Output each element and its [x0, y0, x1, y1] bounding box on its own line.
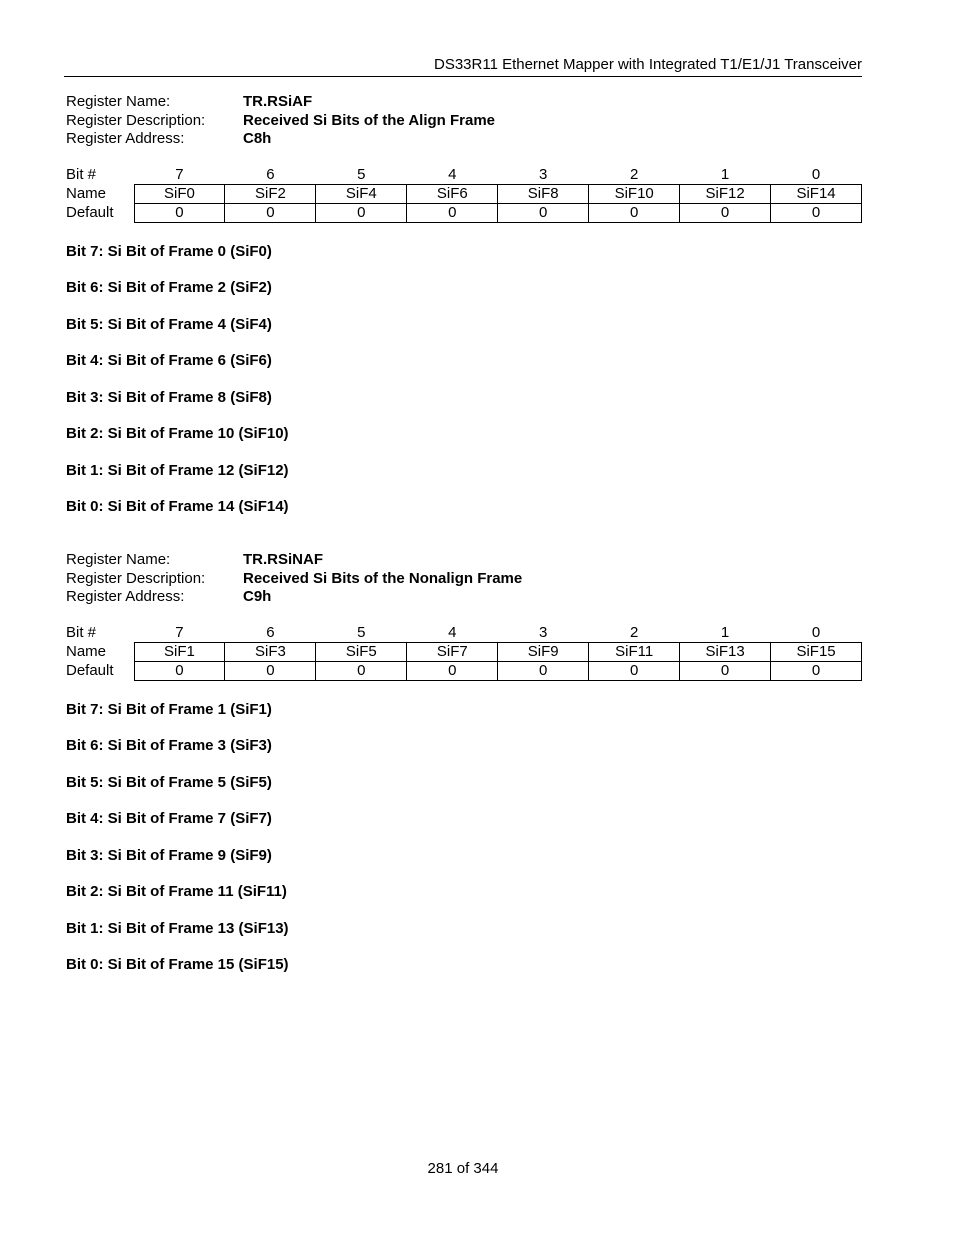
- register-description-row: [66, 112, 862, 131]
- bit-default-cell: 0: [589, 204, 680, 223]
- register-name-label: Register Name:: [66, 551, 171, 568]
- bit-default-cell: 0: [589, 662, 680, 681]
- register-info: [66, 551, 862, 607]
- register-address-value: C9h: [243, 588, 272, 605]
- page-footer: [0, 1160, 926, 1178]
- register-block-rsiaf: [66, 93, 862, 515]
- register-name-row: [66, 93, 862, 112]
- bit-name-cell: SiF14: [771, 185, 862, 204]
- bit-table: [66, 166, 862, 223]
- bit-number-row: [66, 624, 862, 643]
- bit-name-cell: SiF0: [134, 185, 225, 204]
- bit-default-cell: 0: [498, 204, 589, 223]
- bit-default-cell: 0: [407, 662, 498, 681]
- bit-description: Bit 3: Si Bit of Frame 9 (SiF9): [66, 847, 272, 864]
- register-address-value: C8h: [243, 130, 272, 147]
- bit-default-cell: 0: [680, 204, 771, 223]
- bit-name-cell: SiF10: [589, 185, 680, 204]
- register-address-label: Register Address:: [66, 130, 185, 147]
- register-name-label: Register Name:: [66, 93, 171, 110]
- bit-description: Bit 0: Si Bit of Frame 14 (SiF14): [66, 498, 289, 515]
- bit-default-cell: 0: [407, 204, 498, 223]
- bit-description: Bit 6: Si Bit of Frame 2 (SiF2): [66, 279, 272, 296]
- register-block-rsinaf: [66, 551, 862, 973]
- bit-name-cell: SiF4: [316, 185, 407, 204]
- register-description-value: Received Si Bits of the Align Frame: [243, 111, 496, 129]
- bit-name-label: Name: [66, 643, 107, 660]
- bit-number: 3: [539, 624, 548, 641]
- bit-number: 5: [357, 166, 366, 183]
- bit-description: Bit 2: Si Bit of Frame 11 (SiF11): [66, 883, 287, 900]
- register-name-value: TR.RSiNAF: [243, 551, 323, 568]
- bit-name-row: [66, 643, 862, 662]
- bit-name-cell: SiF5: [316, 643, 407, 662]
- bit-default-cell: 0: [771, 204, 862, 223]
- bit-default-cell: 0: [134, 204, 225, 223]
- bit-number: 4: [448, 166, 457, 183]
- bit-default-cell: 0: [316, 662, 407, 681]
- bit-default-cell: 0: [225, 204, 316, 223]
- bit-number: 2: [629, 166, 639, 183]
- register-description-label: Register Description:: [66, 111, 206, 129]
- bit-default-cell: 0: [316, 204, 407, 223]
- bit-name-cell: SiF12: [680, 185, 771, 204]
- bit-default-cell: 0: [498, 662, 589, 681]
- bit-name-cell: SiF9: [498, 643, 589, 662]
- register-address-label: Register Address:: [66, 588, 185, 605]
- bit-number: 0: [811, 624, 821, 641]
- register-name-row: [66, 551, 862, 570]
- bit-name-cell: SiF7: [407, 643, 498, 662]
- bit-description: Bit 1: Si Bit of Frame 12 (SiF12): [66, 462, 289, 479]
- bit-number: 7: [175, 624, 184, 641]
- bit-default-cell: 0: [771, 662, 862, 681]
- bit-number: 6: [266, 624, 275, 641]
- bit-description: Bit 1: Si Bit of Frame 13 (SiF13): [66, 920, 289, 937]
- bit-name-cell: SiF3: [225, 643, 316, 662]
- register-info: [66, 93, 862, 149]
- bit-description: Bit 6: Si Bit of Frame 3 (SiF3): [66, 737, 272, 754]
- bit-number: 3: [539, 166, 548, 183]
- bit-description: Bit 0: Si Bit of Frame 15 (SiF15): [66, 956, 289, 973]
- register-address-row: [66, 588, 862, 607]
- bit-default-label: Default: [66, 662, 114, 679]
- bit-default-cell: 0: [225, 662, 316, 681]
- bit-description: Bit 5: Si Bit of Frame 5 (SiF5): [66, 774, 272, 791]
- bit-description: Bit 3: Si Bit of Frame 8 (SiF8): [66, 389, 272, 406]
- bit-name-label: Name: [66, 185, 107, 202]
- bit-description: Bit 4: Si Bit of Frame 6 (SiF6): [66, 352, 272, 369]
- bit-number: 1: [720, 624, 730, 641]
- bit-name-row: [66, 185, 862, 204]
- register-address-row: [66, 130, 862, 149]
- bit-number: 6: [266, 166, 275, 183]
- bit-number: 2: [629, 624, 639, 641]
- bit-name-cell: SiF11: [589, 643, 680, 662]
- bit-number: 5: [357, 624, 366, 641]
- bit-default-cell: 0: [134, 662, 225, 681]
- bit-name-cell: SiF15: [771, 643, 862, 662]
- register-description-value: Received Si Bits of the Nonalign Frame: [243, 569, 523, 587]
- bit-default-row: [66, 204, 862, 223]
- register-description-label: Register Description:: [66, 569, 206, 587]
- page-number: 281 of 344: [427, 1160, 499, 1177]
- bit-description: Bit 7: Si Bit of Frame 0 (SiF0): [66, 243, 272, 260]
- bit-number-row: [66, 166, 862, 185]
- bit-number-label: Bit #: [66, 624, 97, 642]
- bit-description: Bit 4: Si Bit of Frame 7 (SiF7): [66, 810, 272, 827]
- bit-number: 1: [720, 166, 730, 183]
- bit-name-cell: SiF13: [680, 643, 771, 662]
- bit-default-cell: 0: [680, 662, 771, 681]
- register-description-row: [66, 570, 862, 589]
- bit-description: Bit 5: Si Bit of Frame 4 (SiF4): [66, 316, 272, 333]
- bit-number: 7: [175, 166, 184, 183]
- bit-description: Bit 7: Si Bit of Frame 1 (SiF1): [66, 701, 272, 718]
- bit-default-label: Default: [66, 204, 114, 221]
- bit-name-cell: SiF8: [498, 185, 589, 204]
- register-name-value: TR.RSiAF: [243, 93, 313, 110]
- bit-number: 0: [811, 166, 821, 183]
- bit-name-cell: SiF6: [407, 185, 498, 204]
- header-title: DS33R11 Ethernet Mapper with Integrated T1/E1/J1 Transceiver: [433, 56, 862, 73]
- bit-name-cell: SiF2: [225, 185, 316, 204]
- bit-name-cell: SiF1: [134, 643, 225, 662]
- bit-number: 4: [448, 624, 457, 641]
- bit-default-row: [66, 662, 862, 681]
- page-header: [64, 55, 862, 77]
- bit-number-label: Bit #: [66, 166, 97, 184]
- bit-table: [66, 624, 862, 681]
- bit-description: Bit 2: Si Bit of Frame 10 (SiF10): [66, 425, 289, 442]
